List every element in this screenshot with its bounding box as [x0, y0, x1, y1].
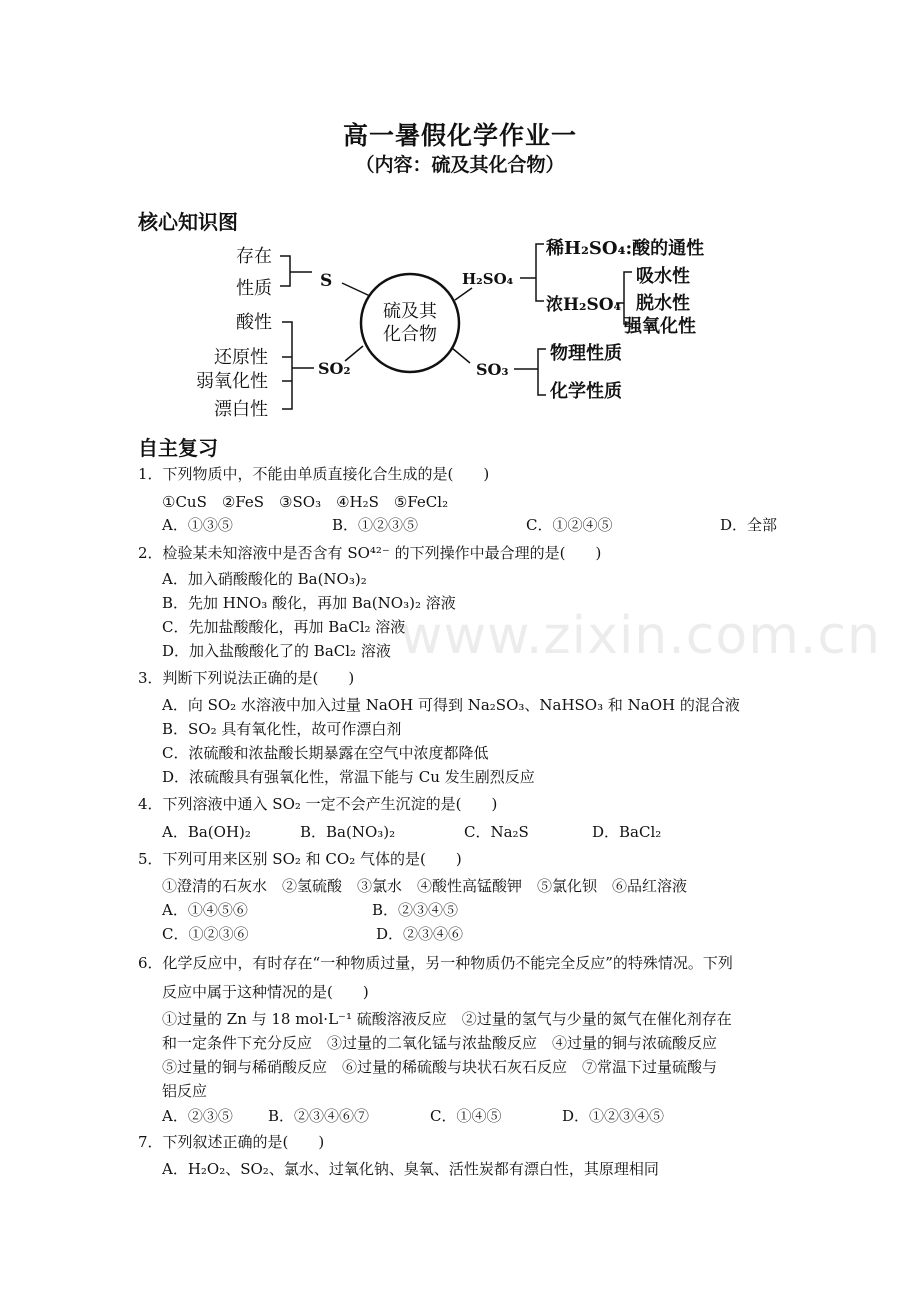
conc-prop-2: 脱水性: [636, 293, 690, 314]
q1-option-c: C．①②④⑤: [526, 516, 613, 534]
center-circle: [361, 274, 459, 372]
section-knowledge-map: 核心知识图: [138, 210, 238, 234]
question-5-items: ①澄清的石灰水 ②氢硫酸 ③氯水 ④酸性高锰酸钾 ⑤氯化钡 ⑥品红溶液: [162, 877, 688, 895]
question-1-stem: 1．下列物质中，不能由单质直接化合生成的是( ): [138, 465, 490, 483]
question-4-stem: 4．下列溶液中通入 SO₂ 一定不会产生沉淀的是( ): [138, 795, 498, 813]
q6-option-a: A．②③⑤: [162, 1107, 233, 1125]
q4-option-b: B．Ba(NO₃)₂: [300, 823, 396, 841]
q3-option-d: D．浓硫酸具有强氧化性，常温下能与 Cu 发生剧烈反应: [162, 768, 535, 786]
q2-option-a: A．加入硝酸酸化的 Ba(NO₃)₂: [162, 570, 367, 588]
q3-option-c: C．浓硫酸和浓盐酸长期暴露在空气中浓度都降低: [162, 744, 489, 762]
q6-option-d: D．①②③④⑤: [562, 1107, 665, 1125]
q5-option-a: A．①④⑤⑥: [162, 901, 248, 919]
watermark: www.zixin.com.cn: [400, 606, 881, 666]
question-6-item-line-2: 和一定条件下充分反应 ③过量的二氧化锰与浓盐酸反应 ④过量的铜与浓硫酸反应: [162, 1034, 718, 1052]
q3-option-a: A．向 SO₂ 水溶液中加入过量 NaOH 可得到 Na₂SO₃、NaHSO₃ 和 NaOH 的混合液: [162, 696, 740, 714]
so2-prop-2: 还原性: [214, 347, 268, 368]
question-3-stem: 3．判断下列说法正确的是( ): [138, 669, 355, 687]
h2so4-conc: 浓H₂SO₄: [546, 295, 622, 315]
q6-option-b: B．②③④⑥⑦: [268, 1107, 370, 1125]
center-text-2: 化合物: [383, 324, 437, 345]
center-text-1: 硫及其: [383, 301, 437, 322]
question-6-item-line-1: ①过量的 Zn 与 18 mol·L⁻¹ 硫酸溶液反应 ②过量的氢气与少量的氮气在催化剂存在: [162, 1010, 732, 1028]
question-6-stem-2: 反应中属于这种情况的是( ): [162, 983, 369, 1001]
q1-option-a: A．①③⑤: [162, 516, 233, 534]
question-2-stem: 2．检验某未知溶液中是否含有 SO⁴²⁻ 的下列操作中最合理的是( ): [138, 544, 602, 562]
h2so4-label: H₂SO₄: [462, 270, 514, 288]
section-review: 自主复习: [138, 436, 218, 460]
q7-option-a: A．H₂O₂、SO₂、氯水、过氧化钠、臭氧、活性炭都有漂白性，其原理相同: [162, 1160, 659, 1178]
question-6-stem-1: 6．化学反应中，有时存在“一种物质过量，另一种物质仍不能完全反应”的特殊情况。下列: [138, 954, 733, 972]
knowledge-diagram: [180, 228, 740, 428]
so2-prop-3: 弱氧化性: [196, 371, 268, 392]
h2so4-dilute: 稀H₂SO₄:酸的通性: [546, 238, 705, 259]
q3-option-b: B．SO₂ 具有氧化性，故可作漂白剂: [162, 720, 402, 738]
q4-option-c: C．Na₂S: [464, 823, 529, 841]
s-label: S: [320, 271, 333, 291]
so2-label: SO₂: [318, 359, 351, 378]
question-7-stem: 7．下列叙述正确的是( ): [138, 1133, 325, 1151]
q5-option-b: B．②③④⑤: [372, 901, 459, 919]
q2-option-d: D．加入盐酸酸化了的 BaCl₂ 溶液: [162, 642, 391, 660]
so3-prop-2: 化学性质: [550, 381, 622, 402]
q1-option-d: D．全部: [720, 516, 778, 534]
so2-prop-4: 漂白性: [214, 399, 268, 420]
so3-prop-1: 物理性质: [550, 343, 622, 364]
page-subtitle: （内容：硫及其化合物）: [355, 154, 565, 176]
s-prop-1: 存在: [236, 246, 272, 267]
conc-prop-3: 强氧化性: [624, 316, 696, 337]
q1-option-b: B．①②③⑤: [332, 516, 419, 534]
q4-option-a: A．Ba(OH)₂: [162, 823, 251, 841]
question-5-stem: 5．下列可用来区别 SO₂ 和 CO₂ 气体的是( ): [138, 850, 462, 868]
q2-option-c: C．先加盐酸酸化，再加 BaCl₂ 溶液: [162, 618, 406, 636]
q5-option-d: D．②③④⑥: [376, 925, 464, 943]
q2-option-b: B．先加 HNO₃ 酸化，再加 Ba(NO₃)₂ 溶液: [162, 594, 456, 612]
question-1-items: ①CuS ②FeS ③SO₃ ④H₂S ⑤FeCl₂: [162, 493, 449, 511]
q5-option-c: C．①②③⑥: [162, 925, 249, 943]
question-6-item-line-3: ⑤过量的铜与稀硝酸反应 ⑥过量的稀硫酸与块状石灰石反应 ⑦常温下过量硫酸与: [162, 1058, 718, 1076]
conc-prop-1: 吸水性: [636, 266, 690, 287]
question-6-item-line-4: 铝反应: [162, 1082, 208, 1100]
page-title: 高一暑假化学作业一: [342, 121, 577, 150]
q4-option-d: D．BaCl₂: [592, 823, 662, 841]
q6-option-c: C．①④⑤: [430, 1107, 502, 1125]
s-prop-2: 性质: [236, 278, 272, 299]
so3-label: SO₃: [476, 360, 509, 379]
so2-prop-1: 酸性: [236, 312, 272, 333]
